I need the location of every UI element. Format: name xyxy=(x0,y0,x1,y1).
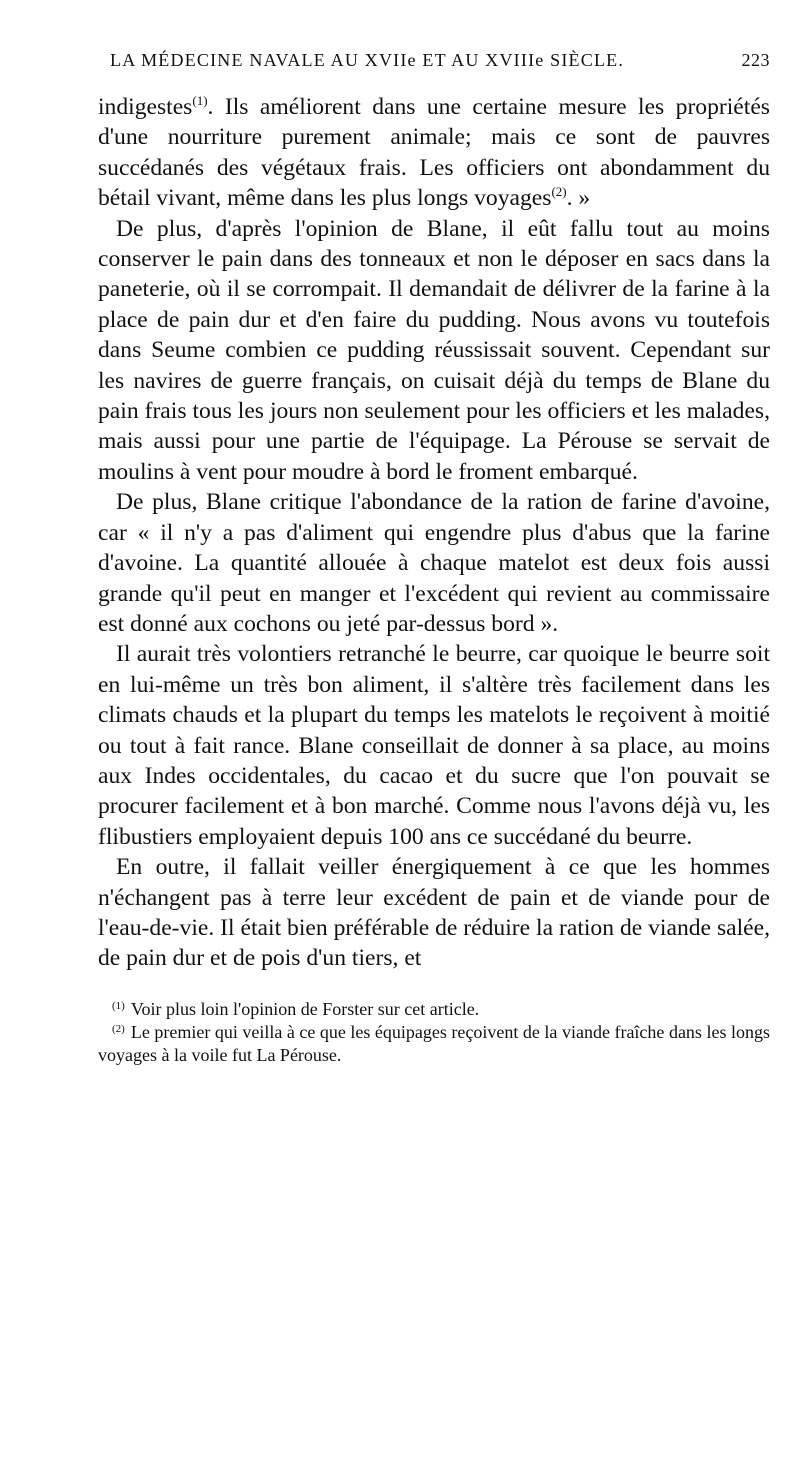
footnote-mark: (1) xyxy=(112,999,125,1012)
footnote-ref-1: (1) xyxy=(192,93,208,108)
book-page xyxy=(98,50,770,1067)
page-number: 223 xyxy=(741,50,770,70)
paragraph-3 xyxy=(98,487,770,639)
running-head xyxy=(98,50,770,90)
running-title: LA MÉDECINE NAVALE AU XVIIe ET AU XVIIIe SIÈCLE. xyxy=(110,50,625,70)
footnote-text: Voir plus loin l'opinion de Forster sur cet article. xyxy=(130,998,480,1019)
text-span: De plus, d'après l'opinion de Blane, il eût fallu tout au moins conserver le pain dans des tonneaux et non le déposer en sacs dans la paneterie, où il se corrompait. Il demandait de délivrer de la farine à la place de pain dur et d'en faire du pudding. Nous avons vu toutefois dans Seume combien ce pudding réussissait souvent. Cependant sur les navires de guerre français, on cuisait déjà du temps de Blane du pain frais tous les jours non seulement pour les officiers et les malades, mais aussi pour une partie de l'équipage. La Pérouse se servait de moulins à vent pour moudre à bord le froment embarqué. xyxy=(98,215,770,485)
text-span: De plus, Blane critique l'abondance de la ration de farine d'avoine, car « il n'y a pas d'aliment qui engendre plus d'abus que la farine d'avoine. La quantité allouée à chaque matelot est deux fois aussi grande qu'il peut en manger et l'excédent qui revient au commissaire est donné aux cochons ou jeté par-dessus bord ». xyxy=(98,489,770,637)
footnote-1 xyxy=(98,998,770,1021)
footnote-mark: (2) xyxy=(112,1022,125,1035)
body-text xyxy=(98,92,770,974)
text-span: Il aurait très volontiers retranché le beurre, car quoique le beurre soit en lui-même un très bon aliment, il s'altère très facilement dans les climats chauds et la plupart du temps les matelots le reçoivent à moitié ou tout à fait rance. Blane conseillait de donner à sa place, au moins aux Indes occidentales, du cacao et du sucre que l'on pouvait se procurer facilement et à bon marché. Comme nous l'avons déjà vu, les flibustiers employaient depuis 100 ans ce succédané du beurre. xyxy=(98,641,770,850)
footnote-2 xyxy=(98,1021,770,1067)
footnote-text: Le premier qui veilla à ce que les équipages reçoivent de la viande fraîche dans les longs voyages à la voile fut La Pérouse. xyxy=(98,1021,770,1065)
footnote-ref-2: (2) xyxy=(551,184,567,200)
paragraph-5 xyxy=(98,852,770,974)
footnotes xyxy=(98,998,770,1067)
text-span: . » xyxy=(566,185,591,212)
text-span: indigestes xyxy=(98,94,193,120)
paragraph-4 xyxy=(98,639,770,852)
paragraph-2 xyxy=(98,214,770,488)
paragraph-1 xyxy=(98,92,770,214)
text-span: . Ils améliorent dans une certaine mesure les propriétés d'une nourriture purement animale; mais ce sont de pauvres succédanés des végétaux frais. Les officiers ont abondamment du bétail vivant, même dans les plus longs voyages xyxy=(98,94,770,212)
text-span: En outre, il fallait veiller énergiquement à ce que les hommes n'échangent pas à terre leur excédent de pain et de viande pour de l'eau-de-vie. Il était bien préférable de réduire la ration de viande salée, de pain dur et de pois d'un tiers, et xyxy=(98,854,770,972)
